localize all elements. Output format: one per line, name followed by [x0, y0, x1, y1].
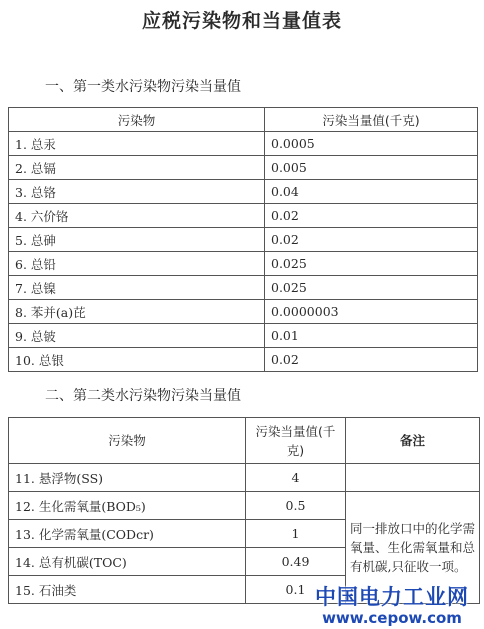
table-header-row — [9, 418, 480, 464]
pollutant-name: 13. 化学需氧量(CODcr) — [9, 520, 246, 548]
pollutant-name: 15. 石油类 — [9, 576, 246, 604]
equivalent-value: 0.025 — [265, 252, 478, 276]
class2-pollutant-table — [8, 417, 480, 604]
pollutant-name: 14. 总有机碳(TOC) — [9, 548, 246, 576]
equivalent-value: 0.0005 — [265, 132, 478, 156]
column-header-pollutant: 污染物 — [9, 418, 246, 464]
watermark-text: 中国电力工业网 — [315, 585, 469, 609]
class1-pollutant-table — [8, 107, 478, 372]
equivalent-value: 1 — [246, 520, 346, 548]
column-header-pollutant: 污染物 — [9, 108, 265, 132]
table-row — [9, 132, 478, 156]
pollutant-name: 3. 总铬 — [9, 180, 265, 204]
table-row — [9, 252, 478, 276]
table-row — [9, 228, 478, 252]
table-row — [9, 204, 478, 228]
section-title-class2: 二、第二类水污染物污染当量值 — [45, 388, 241, 404]
column-header-equivalent: 污染当量值(千克) — [246, 418, 346, 464]
column-header-equivalent: 污染当量值(千克) — [265, 108, 478, 132]
pollutant-name: 1. 总汞 — [9, 132, 265, 156]
equivalent-value: 0.025 — [265, 276, 478, 300]
pollutant-name: 5. 总砷 — [9, 228, 265, 252]
equivalent-value: 4 — [246, 464, 346, 492]
pollutant-name: 10. 总银 — [9, 348, 265, 372]
watermark-url: www.cepow.com — [322, 609, 462, 627]
equivalent-value: 0.1 — [246, 576, 346, 604]
table-row — [9, 156, 478, 180]
table-row — [9, 348, 478, 372]
pollutant-name: 7. 总镍 — [9, 276, 265, 300]
table-row — [9, 300, 478, 324]
page-title: 应税污染物和当量值表 — [141, 10, 342, 32]
column-header-remark: 备注 — [346, 418, 480, 464]
pollutant-name: 9. 总铍 — [9, 324, 265, 348]
remark-cell-empty — [346, 464, 480, 492]
equivalent-value: 0.5 — [246, 492, 346, 520]
pollutant-name: 2. 总镉 — [9, 156, 265, 180]
equivalent-value: 0.02 — [265, 204, 478, 228]
equivalent-value: 0.01 — [265, 324, 478, 348]
pollutant-name: 8. 苯并(a)芘 — [9, 300, 265, 324]
equivalent-value: 0.02 — [265, 228, 478, 252]
pollutant-name: 6. 总铅 — [9, 252, 265, 276]
equivalent-value: 0.0000003 — [265, 300, 478, 324]
table-row — [9, 180, 478, 204]
remark-note: 同一排放口中的化学需氧量、生化需氧量和总有机碳,只征收一项。 — [346, 492, 480, 604]
table-row — [9, 324, 478, 348]
equivalent-value: 0.005 — [265, 156, 478, 180]
equivalent-value: 0.49 — [246, 548, 346, 576]
equivalent-value: 0.02 — [265, 348, 478, 372]
table-row — [9, 492, 480, 520]
equivalent-value: 0.04 — [265, 180, 478, 204]
section-title-class1: 一、第一类水污染物污染当量值 — [45, 79, 241, 95]
table-row — [9, 464, 480, 492]
pollutant-name: 4. 六价铬 — [9, 204, 265, 228]
pollutant-name: 11. 悬浮物(SS) — [9, 464, 246, 492]
pollutant-name: 12. 生化需氧量(BOD₅) — [9, 492, 246, 520]
table-row — [9, 276, 478, 300]
table-header-row — [9, 108, 478, 132]
